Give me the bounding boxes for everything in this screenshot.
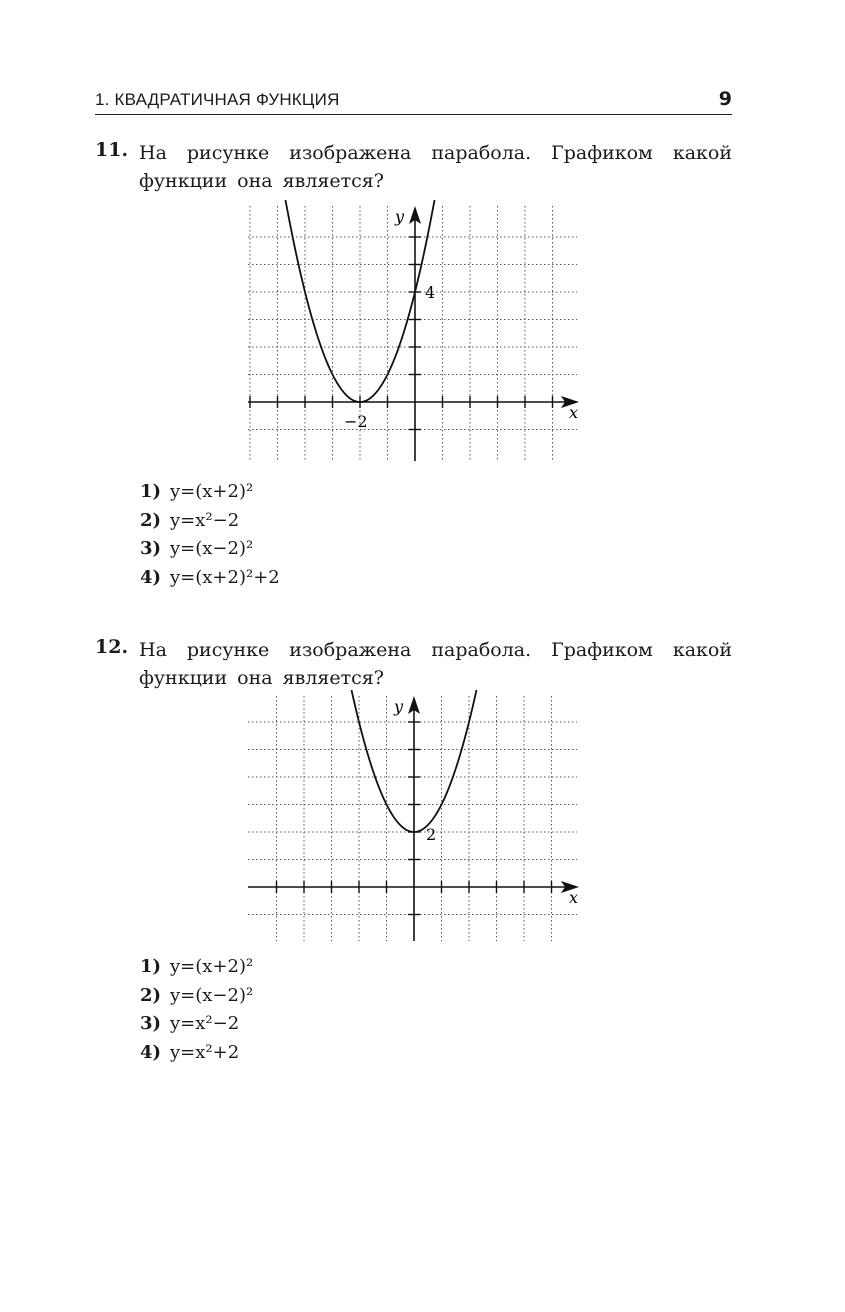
option-label: 3) [140,1013,162,1034]
problem-number: 12. [95,636,129,658]
option-label: 4) [140,1041,162,1063]
option-formula: y=(x+2)² [170,956,254,977]
option-label: 2) [140,509,162,531]
x-axis-label: x [569,403,579,422]
problem-question: На рисунке изображена парабола. Графиком какой функции она является? [139,142,732,192]
answer-option [140,535,280,564]
option-label: 1) [140,481,162,502]
option-formula: y=(x+2)² [170,481,254,502]
option-label: 2) [140,984,162,1006]
answer-option [140,564,280,593]
page-number: 9 [718,88,732,110]
answer-option [140,478,280,507]
option-formula: y=(x+2)²+2 [170,566,280,588]
problem-question: На рисунке изображена парабола. Графиком какой функции она является? [139,639,732,689]
option-formula: y=x²+2 [170,1041,240,1063]
answer-option [140,953,253,982]
point-label: 4 [425,283,436,302]
option-label: 3) [140,538,162,559]
section-title: 1. КВАДРАТИЧНАЯ ФУНКЦИЯ [95,90,340,109]
option-formula: y=x²−2 [170,1013,240,1034]
answer-option [140,507,280,536]
point-label: −2 [344,412,368,431]
running-head [95,88,732,115]
y-axis-label: y [394,697,404,716]
answer-option [140,982,253,1011]
answer-option [140,1039,253,1068]
option-formula: y=x²−2 [170,509,240,531]
y-axis-label: y [395,207,405,226]
answer-options-11 [140,478,280,592]
option-formula: y=(x−2)² [170,984,254,1006]
option-label: 1) [140,956,162,977]
problem-number: 11. [95,139,129,161]
graph-problem-12 [240,690,585,945]
option-label: 4) [140,566,162,588]
answer-option [140,1010,253,1039]
answer-options-12 [140,953,253,1067]
point-label: 2 [426,825,437,844]
option-formula: y=(x−2)² [170,538,254,559]
x-axis-label: x [569,888,579,907]
graph-problem-11 [240,200,585,465]
